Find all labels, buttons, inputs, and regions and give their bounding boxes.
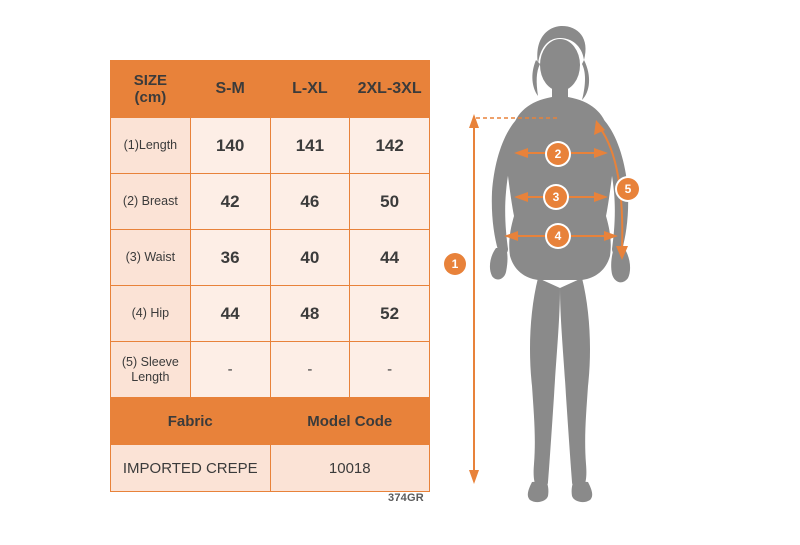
model-caption: 374GR [388,492,424,504]
cell-hip-2xl3xl: 52 [350,286,430,342]
table-row [111,342,430,398]
badge-breast: 2 [547,143,569,165]
badge-waist: 3 [545,186,567,208]
badge-length: 1 [444,253,466,275]
cell-waist-2xl3xl: 44 [350,230,430,286]
cell-sleeve-lxl: - [270,342,350,398]
table-footer-header-row [111,398,430,445]
cell-breast-2xl3xl: 50 [350,174,430,230]
cell-length-lxl: 141 [270,118,350,174]
badge-hip: 4 [547,225,569,247]
cell-waist-lxl: 40 [270,230,350,286]
header-col-0: S-M [190,61,270,118]
row-label-length: (1)Length [111,118,191,174]
footer-header-model-code: Model Code [270,398,430,445]
footer-value-model-code: 10018 [270,445,430,492]
footer-value-fabric: IMPORTED CREPE [111,445,271,492]
cell-hip-sm: 44 [190,286,270,342]
badge-sleeve-length: 5 [617,178,639,200]
table-row [111,118,430,174]
table-header-row [111,61,430,118]
cell-sleeve-sm: - [190,342,270,398]
female-silhouette-icon [450,20,770,520]
cell-breast-lxl: 46 [270,174,350,230]
table-row [111,230,430,286]
row-label-sleeve-line1: (5) Sleeve [121,354,179,369]
table-footer-value-row [111,445,430,492]
header-size-line2: (cm) [134,89,167,106]
cell-breast-sm: 42 [190,174,270,230]
row-label-waist: (3) Waist [111,230,191,286]
cell-waist-sm: 36 [190,230,270,286]
table-row [111,174,430,230]
row-label-sleeve-length [111,342,191,398]
size-table [110,60,430,492]
table-row [111,286,430,342]
cell-hip-lxl: 48 [270,286,350,342]
header-size-label [111,61,191,118]
cell-sleeve-2xl3xl: - [350,342,430,398]
header-col-1: L-XL [270,61,350,118]
cell-length-2xl3xl: 142 [350,118,430,174]
row-label-breast: (2) Breast [111,174,191,230]
measurement-figure [450,20,770,520]
row-label-hip: (4) Hip [111,286,191,342]
header-size-line1: SIZE [133,71,168,89]
cell-length-sm: 140 [190,118,270,174]
header-col-2: 2XL-3XL [350,61,430,118]
row-label-sleeve-line2: Length [131,369,170,384]
footer-header-fabric: Fabric [111,398,271,445]
